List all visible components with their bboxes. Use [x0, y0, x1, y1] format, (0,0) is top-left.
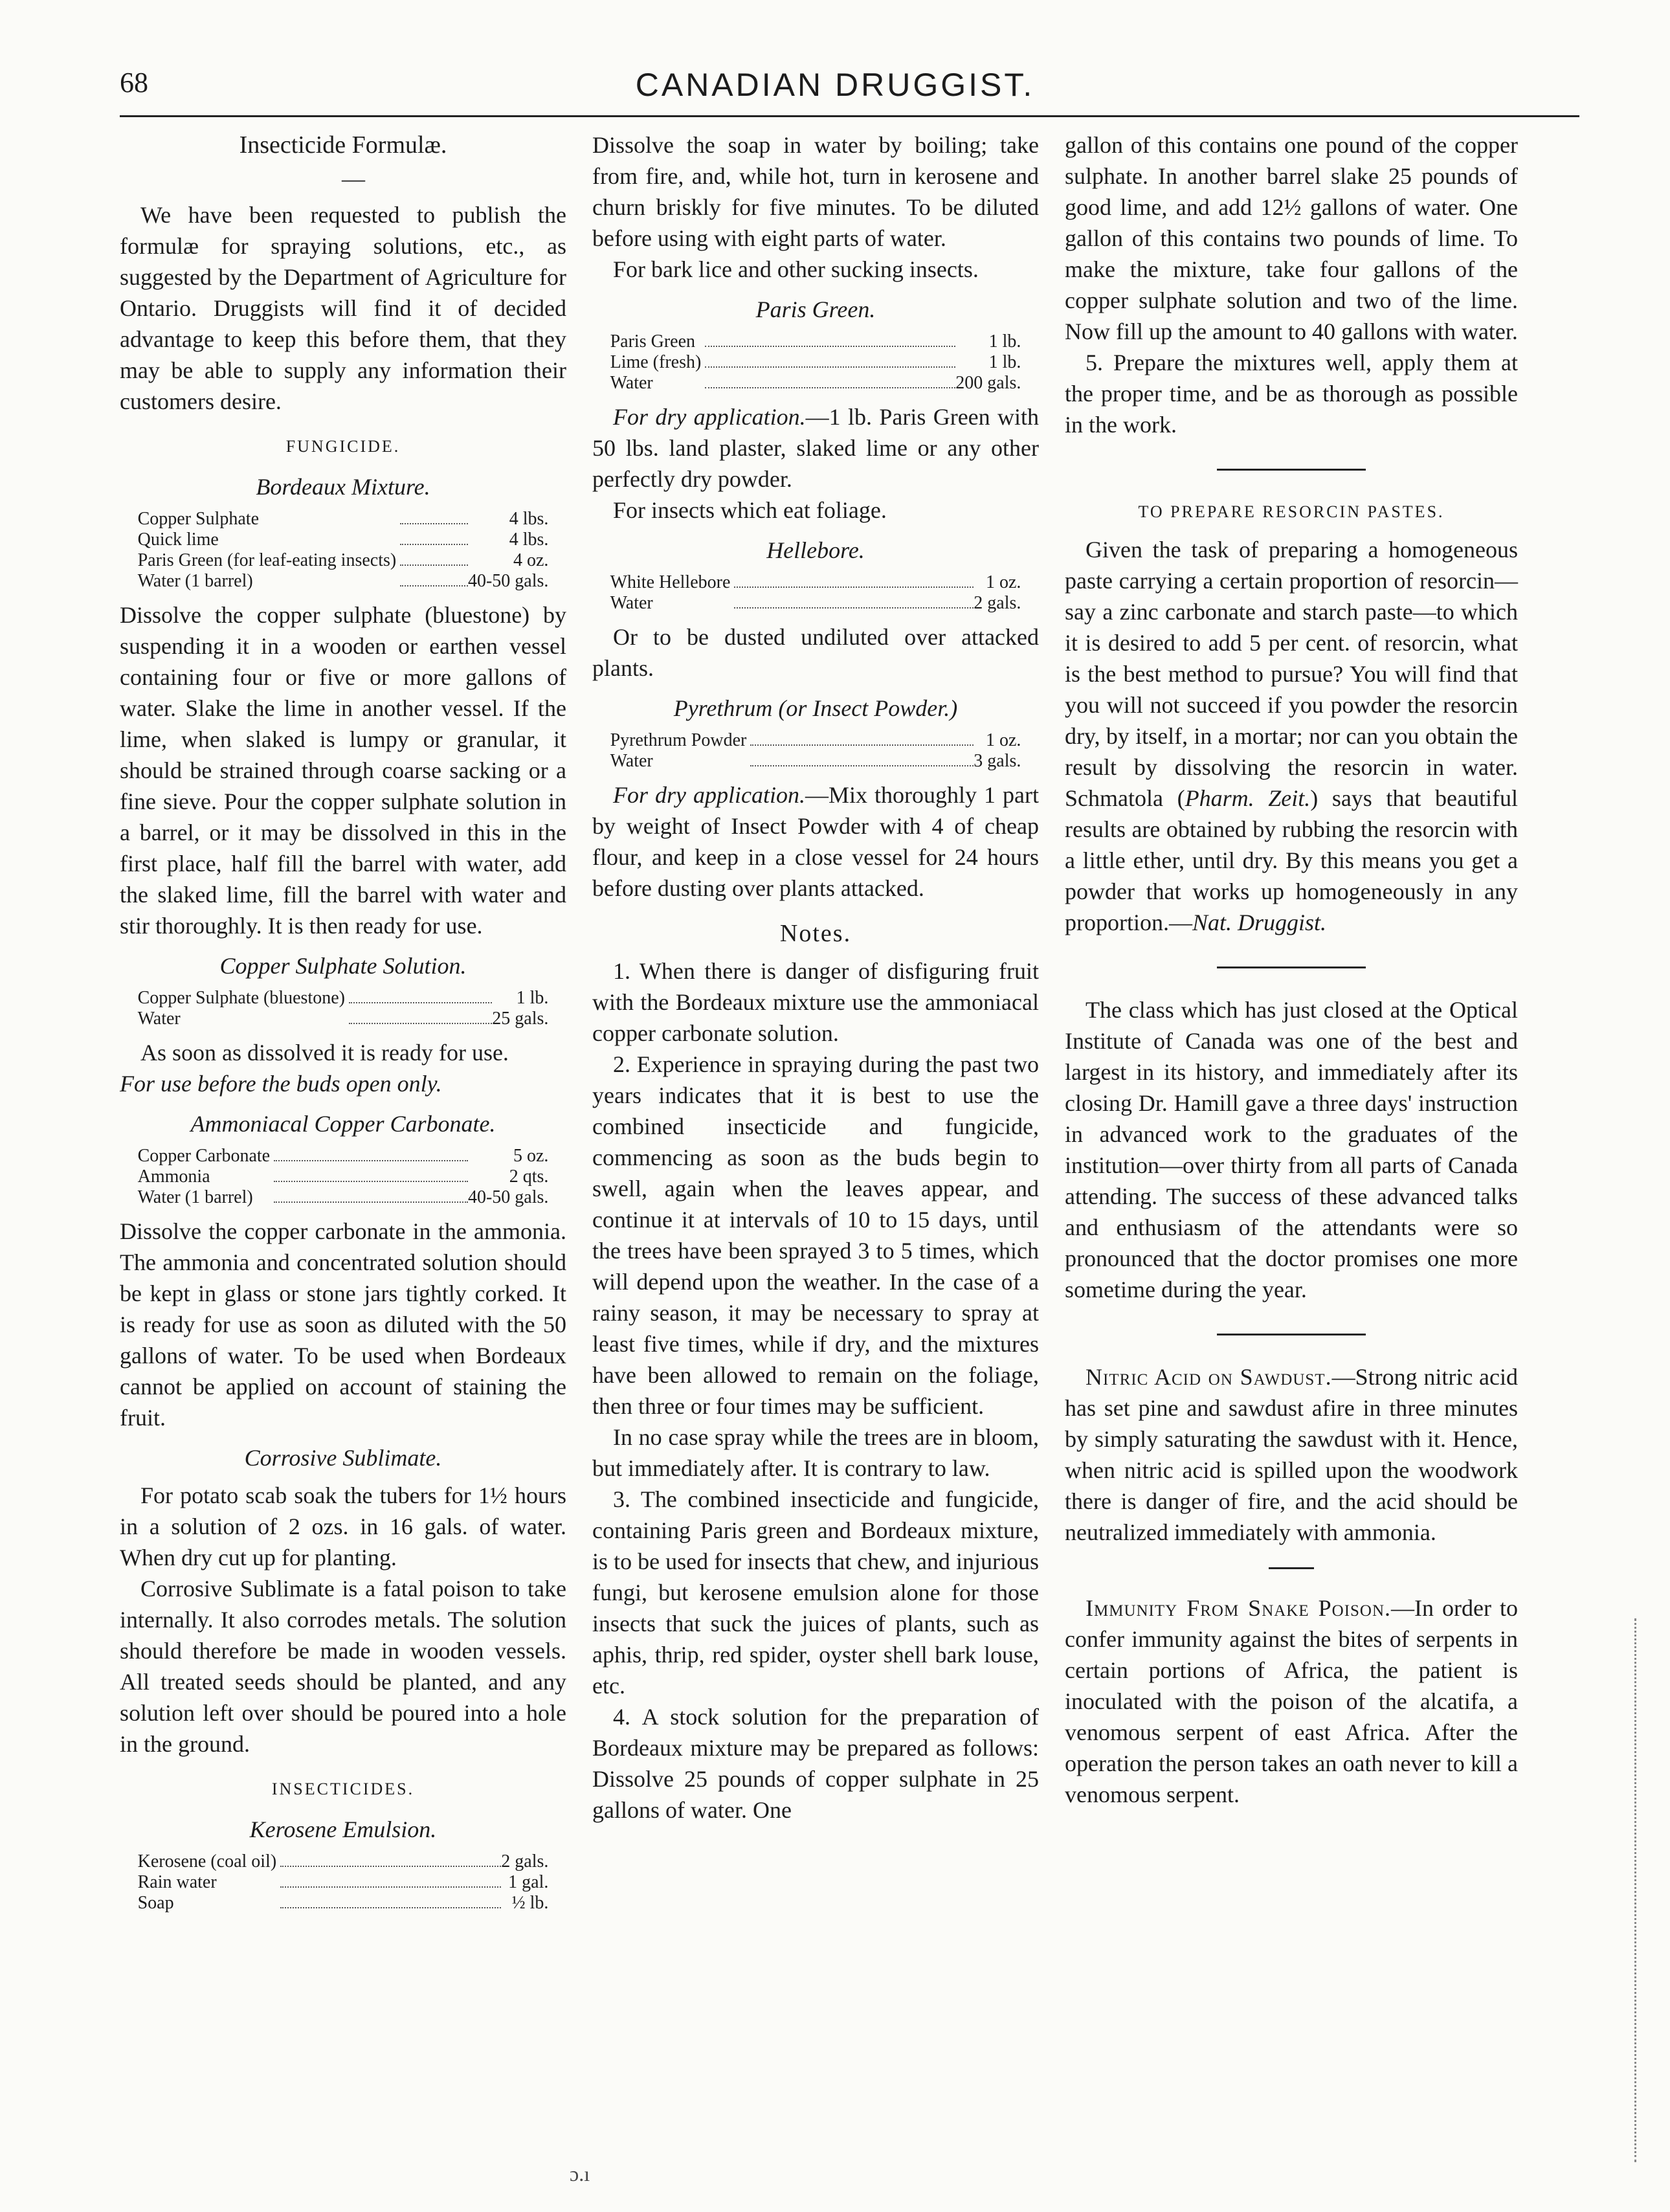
ingredient-qty: 25 gals. — [492, 1009, 549, 1029]
snake-poison-text: —In order to confer immunity against the bites of serpents in certain portions of Africa, the patient is inoculated with the poison of the alcatifa, a venomous serpent of east Africa. After the operation the person takes an oath never to kill a venomous serpent. — [1065, 1595, 1518, 1807]
column-2 — [592, 129, 1039, 1826]
optical-institute-paragraph: The class which has just closed at the Optical Institute of Canada was one of the best and largest in its history, and immediately after its closing Dr. Hamill gave a three days' instruction in advanced work to the graduates of the institution—over thirty from all parts of Canada attending. The success of these advanced talks and enthusiasm of the attendants were so pronounced that the doctor promises one more sometime during the year. — [1065, 997, 1518, 1302]
kerosene-instructions: Dissolve the soap in water by boiling; take from fire, and, while hot, turn in kerosene and churn briskly for five minutes. To be diluted before using with eight parts of water. — [592, 132, 1039, 251]
copper-heading: Copper Sulphate Solution. — [219, 953, 467, 979]
ingredient-qty: 1 lb. — [516, 988, 549, 1008]
ingredient-name: White Hellebore — [610, 572, 731, 592]
note-4: 4. A stock solution for the preparation of Bordeaux mixture may be prepared as follows: Dissolve 25 pounds of copper sulphate in 25 gallons of water. One — [592, 1704, 1039, 1823]
ingredient-name: Copper Sulphate — [137, 509, 260, 529]
ingredient-qty: 1 lb. — [988, 352, 1021, 372]
notes-heading: Notes. — [779, 920, 852, 947]
header-rule — [120, 115, 1579, 117]
ingredient-name: Water — [610, 593, 653, 613]
recipe-row — [610, 593, 1021, 614]
ingredient-name: Water (1 barrel) — [137, 1187, 253, 1207]
ingredient-qty: 40-50 gals. — [467, 571, 549, 591]
ingredient-qty: 1 oz. — [985, 572, 1021, 592]
ingredient-qty: 2 gals. — [974, 593, 1021, 613]
ingredient-qty: 4 lbs. — [509, 530, 549, 550]
ingredient-qty: 4 lbs. — [509, 509, 549, 529]
ingredient-name: Water (1 barrel) — [137, 571, 253, 591]
copper-recipe — [138, 988, 549, 1029]
note-1: 1. When there is danger of disfiguring fruit with the Bordeaux mixture use the ammoniacal copper carbonate solution. — [592, 958, 1039, 1046]
note-5: 5. Prepare the mixtures well, apply them at the proper time, and be as thorough as possible in the work. — [1065, 350, 1518, 438]
ingredient-name: Copper Sulphate (bluestone) — [137, 988, 345, 1008]
kerosene-recipe — [138, 1851, 549, 1914]
recipe-row — [138, 509, 549, 530]
recipe-row — [138, 988, 549, 1009]
pyrethrum-dry-application — [592, 779, 1039, 904]
ingredient-qty: 2 gals. — [501, 1851, 549, 1871]
pyrethrum-dry-text: —Mix thoroughly 1 part by weight of Insect Powder with 4 of cheap flour, and keep in a close vessel for 24 hours before dusting over plants attacked. — [592, 782, 1039, 901]
foliage-line: For insects which eat foliage. — [613, 497, 887, 523]
note-3: 3. The combined insecticide and fungicide, containing Paris green and Bordeaux mixture, is to be used for insects that chew, and injurious fungi, but kerosene emulsion alone for those insects that suck the juices of plants, such as aphis, thrip, red spider, oyster shell bark louse, etc. — [592, 1486, 1039, 1699]
ingredient-name: Quick lime — [137, 530, 219, 550]
recipe-row — [138, 550, 549, 571]
ingredient-name: Water — [137, 1009, 181, 1029]
recipe-row — [138, 1146, 549, 1167]
bordeaux-instructions: Dissolve the copper sulphate (bluestone) by suspending it in a wooden or earthen vessel containing four or five or more gallons of water. Slake the lime in another vessel. If the lime, when slaked is lumpy or granular, it should be strained through coarse sacking or a fine sieve. Pour the copper sulphate solution in a barrel, or it may be dissolved in this in the first place, half fill the barrel with water, add the slaked lime, fill the barrel with water and stir thoroughly. It is then ready for use. — [120, 602, 566, 939]
ammoniacal-recipe — [138, 1146, 549, 1208]
pyrethrum-dry-label: For dry application. — [613, 782, 805, 808]
ingredient-qty: 5 oz. — [513, 1146, 549, 1166]
signature-mark: ɔ.ı — [570, 2162, 590, 2185]
hellebore-recipe — [610, 572, 1021, 614]
bark-lice-line: For bark lice and other sucking insects. — [613, 256, 979, 282]
ingredient-qty: 3 gals. — [974, 751, 1021, 771]
recipe-row — [138, 530, 549, 550]
margin-specks — [1634, 1618, 1639, 2162]
paris-green-heading: Paris Green. — [755, 296, 876, 322]
section-divider — [1217, 469, 1366, 471]
corrosive-warning: Corrosive Sublimate is a fatal poison to take internally. It also corrodes metals. The solution should therefore be made in wooden vessels. All treated seeds should be planted, and any solution left over should be poured into a hole in the ground. — [120, 1576, 566, 1757]
article-title: Insecticide Formulæ. — [239, 131, 447, 159]
section-divider — [1217, 966, 1366, 968]
section-divider — [1269, 1567, 1314, 1569]
copper-note: For use before the buds open only. — [120, 1071, 442, 1097]
ingredient-name: Soap — [137, 1893, 174, 1913]
recipe-row — [138, 1893, 549, 1914]
ingredient-name: Lime (fresh) — [610, 352, 702, 372]
nitric-acid-heading: Nitric Acid on Sawdust. — [1086, 1364, 1332, 1390]
snake-poison-heading: Immunity From Snake Poison. — [1086, 1595, 1392, 1621]
snake-poison-paragraph — [1065, 1592, 1518, 1810]
ingredient-name: Pyrethrum Powder — [610, 730, 747, 750]
running-head: CANADIAN DRUGGIST. — [635, 67, 1035, 103]
ingredient-name: Kerosene (coal oil) — [137, 1851, 277, 1871]
ingredient-qty: 4 oz. — [513, 550, 549, 570]
ingredient-name: Copper Carbonate — [137, 1146, 271, 1166]
ingredient-name: Water — [610, 373, 653, 393]
resorcin-source: Nat. Druggist. — [1192, 910, 1327, 935]
resorcin-paragraph — [1065, 534, 1518, 938]
corrosive-heading: Corrosive Sublimate. — [244, 1445, 442, 1471]
recipe-row — [138, 1009, 549, 1029]
resorcin-text-a: Given the task of preparing a homogeneous paste carrying a certain proportion of resorcin—say a zinc carbonate and starch paste—to which it is desired to add 5 per cent. of resorcin, what is the best method to pursue? You will find that you will not succeed if you powder the resorcin dry, by itself, in a mortar; nor can you obtain the result by dissolving the resorcin in water. Schmatola ( — [1065, 537, 1518, 811]
recipe-row — [138, 1872, 549, 1893]
recipe-row — [610, 352, 1021, 373]
ingredient-name: Paris Green — [610, 331, 695, 352]
paris-dry-label: For dry application. — [613, 404, 806, 430]
paris-green-recipe — [610, 331, 1021, 394]
hellebore-instructions: Or to be dusted undiluted over attacked plants. — [592, 624, 1039, 681]
recipe-row — [138, 571, 549, 592]
hellebore-heading: Hellebore. — [766, 537, 865, 563]
recipe-row — [138, 1851, 549, 1872]
ammoniacal-heading: Ammoniacal Copper Carbonate. — [190, 1111, 496, 1137]
ingredient-name: Rain water — [137, 1872, 217, 1892]
note-2-continued: In no case spray while the trees are in bloom, but immediately after. It is contrary to law. — [592, 1424, 1039, 1481]
ingredient-name: Water — [610, 751, 653, 771]
nitric-acid-text: —Strong nitric acid has set pine and sawdust afire in three minutes by simply saturating the sawdust with it. Hence, when nitric acid is spilled upon the woodwork there is danger of fire, and the acid should be neutralized immediately with ammonia. — [1065, 1364, 1518, 1545]
pyrethrum-recipe — [610, 730, 1021, 772]
title-dash: — — [342, 166, 365, 192]
kerosene-heading: Kerosene Emulsion. — [249, 1816, 437, 1842]
ingredient-qty: 1 oz. — [985, 730, 1021, 750]
ingredient-qty: 2 qts. — [509, 1167, 549, 1187]
ingredient-name: Ammonia — [137, 1167, 210, 1187]
intro-paragraph: We have been requested to publish the formulæ for spraying solutions, etc., as suggested by the Department of Agriculture for Ontario. Druggists will find it of decided advantage to keep this before them, that they may be able to supply any information their customers desire. — [120, 202, 566, 414]
bordeaux-heading: Bordeaux Mixture. — [256, 474, 430, 500]
ingredient-qty: 200 gals. — [955, 373, 1021, 393]
resorcin-text-b: ) says that beautiful results are obtained by rubbing the resorcin with a little ether, until dry. By this means you get a powder that works up homogeneously in any proportion.— — [1065, 785, 1518, 935]
paris-dry-application — [592, 401, 1039, 495]
resorcin-journal: Pharm. Zeit. — [1185, 785, 1311, 811]
note-4-continued: gallon of this contains one pound of the copper sulphate. In another barrel slake 25 pounds of good lime, and add 12½ gallons of water. One gallon of this contains two pounds of lime. To make the mixture, take four gallons of the copper sulphate solution and two of the lime. Now fill up the amount to 40 gallons with water. — [1065, 132, 1518, 344]
ingredient-qty: 1 gal. — [508, 1872, 549, 1892]
recipe-row — [138, 1167, 549, 1187]
recipe-row — [610, 331, 1021, 352]
resorcin-heading: TO PREPARE RESORCIN PASTES. — [1138, 502, 1445, 521]
pyrethrum-heading: Pyrethrum (or Insect Powder.) — [673, 695, 958, 721]
ingredient-name: Paris Green (for leaf-eating insects) — [137, 550, 397, 570]
fungicide-heading: FUNGICIDE. — [285, 437, 401, 456]
ingredient-qty: 40-50 gals. — [467, 1187, 549, 1207]
recipe-row — [610, 373, 1021, 394]
recipe-row — [610, 730, 1021, 751]
corrosive-instructions: For potato scab soak the tubers for 1½ hours in a solution of 2 ozs. in 16 gals. of water. When dry cut up for planting. — [120, 1482, 566, 1570]
ingredient-qty: ½ lb. — [511, 1893, 549, 1913]
paris-dry-text: —1 lb. Paris Green with 50 lbs. land plaster, slaked lime or any other perfectly dry powder. — [592, 404, 1039, 492]
column-1 — [120, 129, 566, 1921]
ammoniacal-instructions: Dissolve the copper carbonate in the ammonia. The ammonia and concentrated solution should be kept in glass or stone jars tightly corked. It is ready for use as soon as diluted with the 50 gallons of water. To be used when Bordeaux cannot be applied on account of staining the fruit. — [120, 1218, 566, 1431]
recipe-row — [610, 572, 1021, 593]
section-divider — [1217, 1334, 1366, 1335]
note-2: 2. Experience in spraying during the past two years indicates that it is best to use the combined insecticide and fungicide, commencing as soon as the buds begin to swell, again when the leaves appear, and continue it at intervals of 10 to 15 days, until the trees have been sprayed 3 to 5 times, which will depend upon the weather. In the case of a rainy season, it may be necessary to spray at least five times, while if dry, and the mixtures have been allowed to remain on the foliage, then three or four times may be sufficient. — [592, 1051, 1039, 1419]
ingredient-qty: 1 lb. — [988, 331, 1021, 352]
page-number: 68 — [120, 67, 148, 98]
bordeaux-recipe — [138, 509, 549, 592]
column-3 — [1065, 129, 1518, 1810]
nitric-acid-paragraph — [1065, 1361, 1518, 1548]
recipe-row — [610, 751, 1021, 772]
recipe-row — [138, 1187, 549, 1208]
insecticides-heading: INSECTICIDES. — [271, 1780, 415, 1798]
copper-instructions: As soon as dissolved it is ready for use. — [140, 1040, 509, 1066]
